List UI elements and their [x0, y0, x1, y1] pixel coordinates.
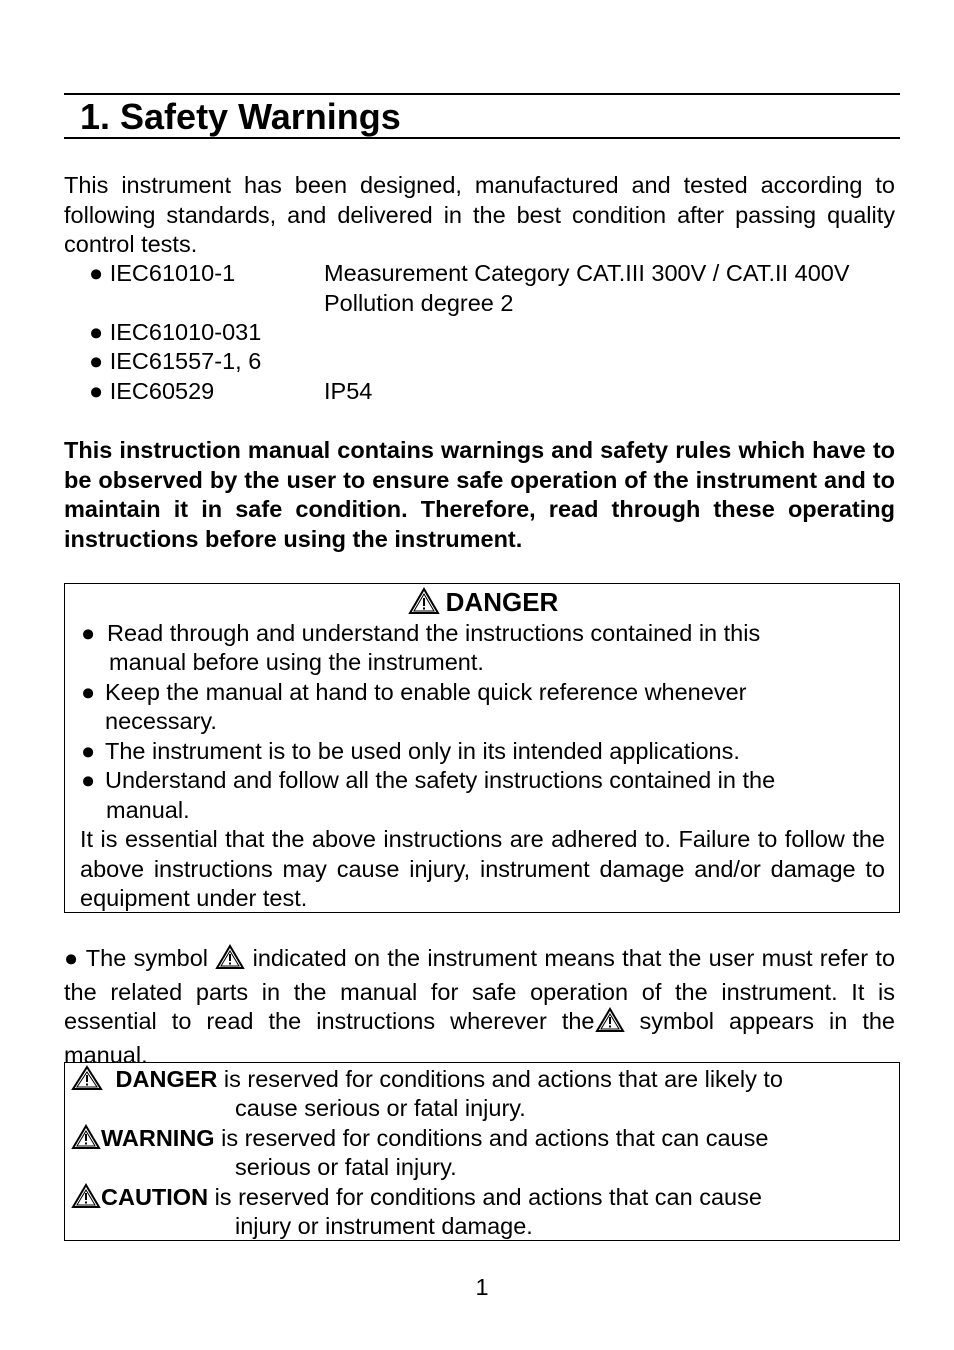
legend-text: is reserved for conditions and actions that can cause — [208, 1184, 762, 1210]
symbol-text-1: ● The symbol — [64, 945, 209, 971]
danger-item-continued: manual. — [106, 797, 190, 823]
legend-text-continued: cause serious or fatal injury. — [235, 1095, 526, 1121]
warning-triangle-icon — [595, 1007, 625, 1041]
standard-desc: IP54 — [324, 378, 373, 404]
danger-item-text: Keep the manual at hand to enable quick reference whenever — [105, 679, 747, 705]
standard-item — [89, 259, 850, 289]
page-title: 1. Safety Warnings — [80, 96, 401, 137]
danger-item — [81, 678, 746, 708]
intro-paragraph: This instrument has been designed, manufactured and tested according to following standards, and delivered in the best condition after passing quality control tests. — [64, 172, 895, 257]
warning-triangle-icon — [71, 1183, 101, 1217]
standard-desc-continued: Pollution degree 2 — [324, 290, 514, 316]
danger-item-continued: necessary. — [105, 708, 217, 734]
standard-name: ● IEC61557-1, 6 — [89, 348, 262, 374]
standard-name: ● IEC60529 — [89, 378, 215, 404]
danger-item-text: The instrument is to be used only in its intended applications. — [105, 738, 740, 764]
bullet: ● — [81, 767, 96, 793]
danger-item — [81, 619, 760, 649]
warning-triangle-icon — [71, 1065, 103, 1099]
warning-triangle-icon — [215, 944, 245, 978]
legend-keyword: CAUTION — [101, 1184, 209, 1210]
danger-item — [81, 737, 740, 767]
standard-name: ● IEC61010-1 — [89, 260, 236, 286]
standard-item — [89, 347, 324, 377]
standard-item — [89, 377, 372, 407]
danger-item — [81, 766, 775, 796]
heading-bar — [64, 93, 900, 139]
safety-rules-paragraph: This instruction manual contains warnings and safety rules which have to be observed by the user to ensure safe operation of the instrument and to maintain it in safe condition. Therefore, read through these operating instructions before using the instrument. — [64, 437, 895, 552]
symbol-text-3: symbol appears in the manual. — [64, 1008, 895, 1068]
legend-keyword: WARNING — [101, 1125, 215, 1151]
page-number: 1 — [475, 1274, 489, 1300]
bullet: ● — [81, 679, 96, 705]
warning-triangle-icon — [71, 1124, 101, 1158]
symbol-paragraph — [64, 944, 895, 1070]
danger-item-continued: manual before using the instrument. — [109, 649, 484, 675]
legend-text-continued: serious or fatal injury. — [235, 1154, 457, 1180]
legend-text: is reserved for conditions and actions that can cause — [214, 1125, 769, 1151]
signal-word-legend — [64, 1062, 900, 1241]
standard-desc: Measurement Category CAT.III 300V / CAT.II 400V — [324, 260, 850, 286]
symbol-text-2: indicated on the instrument means that the user must refer to the related parts in the manual for safe operation of the instrument. It is essential to read the instructions wherever the — [64, 945, 896, 1034]
legend-text: is reserved for conditions and actions that are likely to — [217, 1066, 783, 1092]
danger-item-text: Understand and follow all the safety instructions contained in the — [105, 767, 776, 793]
legend-keyword: DANGER — [115, 1066, 218, 1092]
standard-item — [89, 318, 324, 348]
danger-heading — [65, 586, 901, 622]
bullet: ● — [81, 738, 96, 764]
danger-item-text: Read through and understand the instructions contained in this — [107, 620, 761, 646]
danger-note: It is essential that the above instructions are adhered to. Failure to follow the above instructions may cause injury, instrument damage and/or damage to equipment under test. — [80, 826, 885, 911]
danger-box — [64, 583, 900, 913]
standard-name: ● IEC61010-031 — [89, 319, 262, 345]
danger-title: DANGER — [445, 587, 559, 617]
legend-text-continued: injury or instrument damage. — [235, 1213, 533, 1239]
bullet: ● — [81, 620, 96, 646]
warning-triangle-icon — [408, 587, 440, 622]
